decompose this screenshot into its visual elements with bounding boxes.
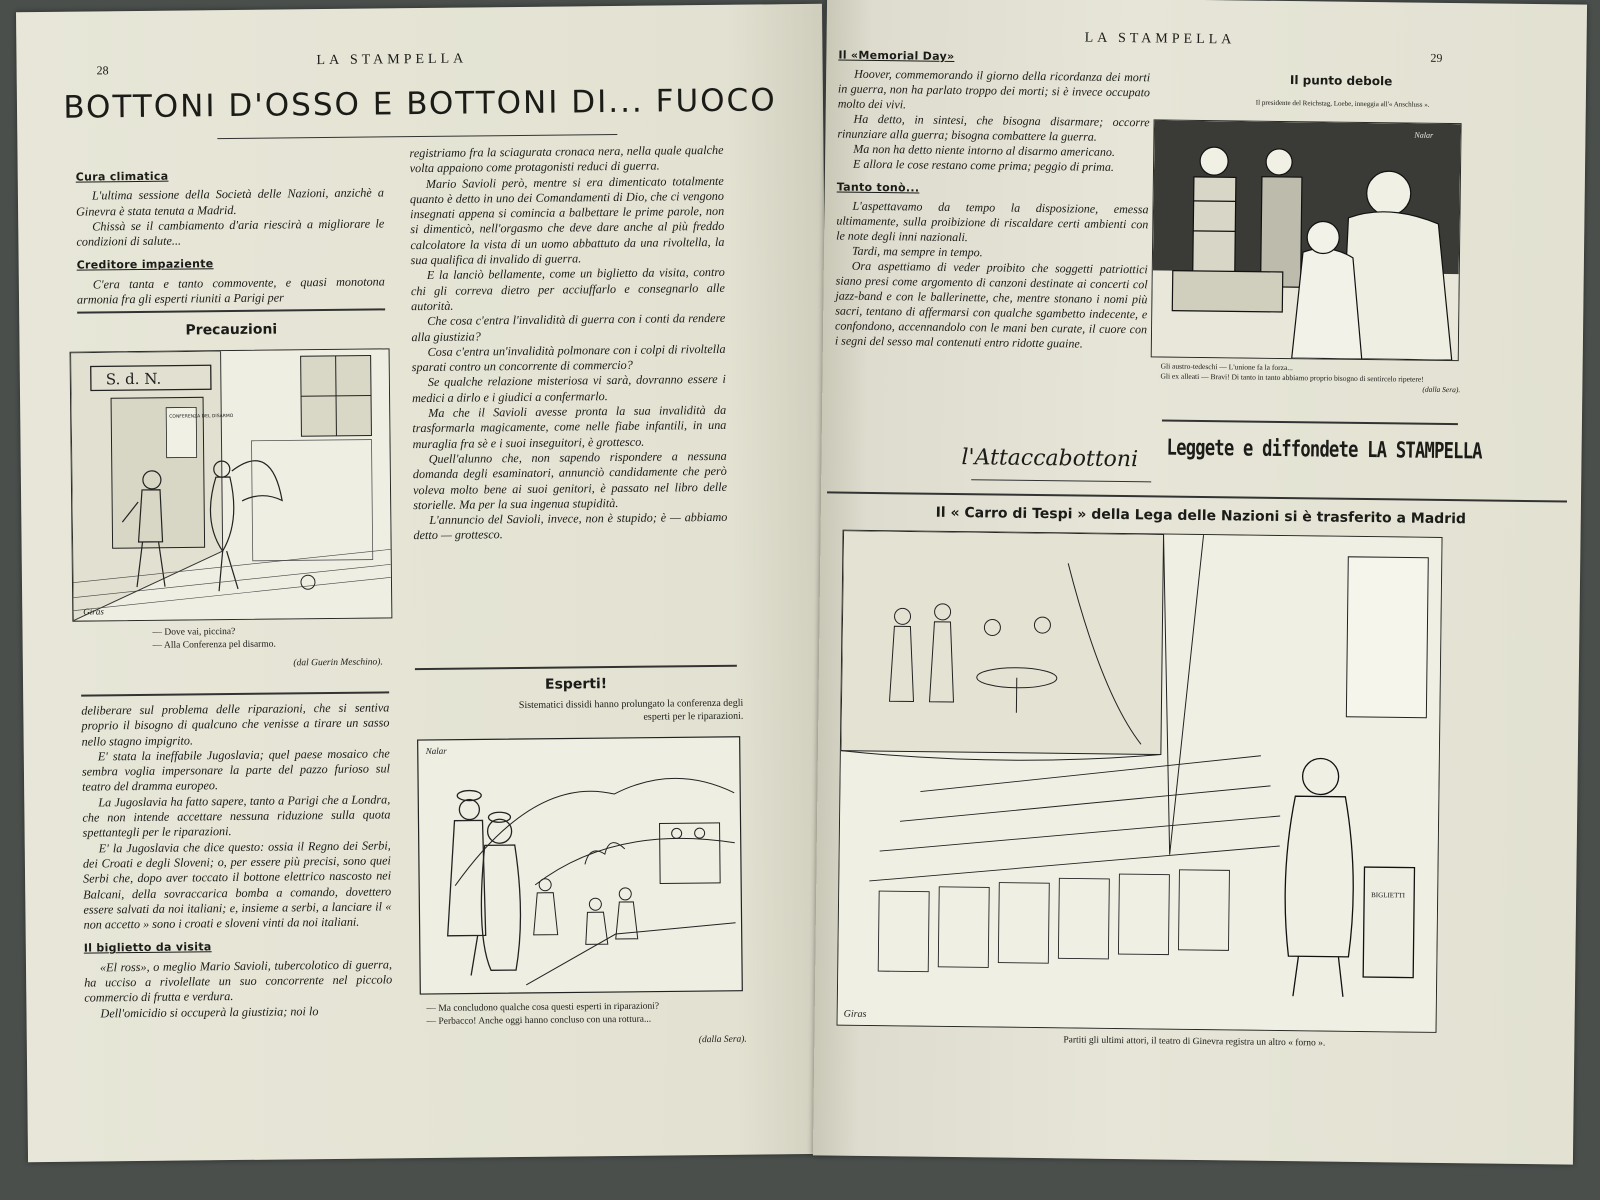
- paragraph: L'annuncio del Savioli, invece, non è stupido; è — abbiamo detto — grottesco.: [413, 509, 728, 543]
- cartoon-esperti: [414, 733, 747, 998]
- paragraph: E allora le cose restano come prima; peggio di prima.: [852, 156, 1114, 174]
- paragraph: registriamo fra la sciagurata cronaca nera, nella quale qualche volta appaiono come protagonisti reduci di guerra.: [409, 142, 724, 176]
- artist-signature: Nalar: [425, 745, 447, 757]
- cartoon-illustration: [414, 733, 747, 998]
- running-head: LA STAMPELLA: [316, 51, 468, 69]
- cartoon-intro: Sistematici dissidi hanno prolungato la conferenza degli esperti per le riparazioni.: [518, 697, 744, 723]
- paragraph: Se qualche relazione misteriosa vi sarà, dovranno essere i medici a dirlo e i giudici a confermarlo.: [411, 372, 726, 405]
- cartoon-box-text: BIGLIETTI: [1371, 891, 1406, 900]
- section-title: Tanto tonò...: [836, 180, 920, 195]
- cartoon-title: Precauzioni: [185, 321, 278, 339]
- cartoon-carro-di-tespi: [837, 530, 1443, 1033]
- section-rule: [827, 491, 1567, 502]
- cartoon-credit: (dalla Sera).: [698, 1034, 747, 1046]
- section-title: Il «Memorial Day»: [838, 48, 955, 63]
- cartoon-punto-debole: [1151, 119, 1462, 361]
- caption-line: — Ma concludono qualche cosa questi esperti in riparazioni?: [426, 1001, 660, 1015]
- author-signature: l'Attaccabottoni: [961, 445, 1139, 473]
- paragraph: Cosa c'entra un'invalidità polmonare con i colpi di rivoltella sparati contro un concorrente di commercio?: [411, 341, 726, 375]
- paragraph: Ma che il Savioli avesse pronta la sua invalidità da trasformarla magicamente, come nelle fiabe infantili, in una muraglia fra sè e i suoi inseguitori, è grottesco.: [412, 402, 727, 451]
- left-page: [16, 4, 834, 1162]
- cartoon-illustration: [71, 349, 392, 620]
- cartoon-caption: Partiti gli ultimi attori, il teatro di Ginevra registra un altro « forno ».: [1063, 1035, 1326, 1049]
- column-2: [409, 143, 727, 544]
- artist-signature: Giras: [843, 1008, 867, 1020]
- paragraph: Che cosa c'entra l'invalidità di guerra con i conti da rendere alla giustizia?: [411, 311, 726, 344]
- paragraph: deliberare sul problema delle riparazioni, che si sentiva proprio il bisogno di qualcuno che venisse a tirare un sasso nello stagno impigrito.: [81, 700, 390, 749]
- caption-line: — Alla Conferenza pel disarmo.: [152, 639, 276, 651]
- artist-signature: Nalar: [1414, 130, 1434, 140]
- paragraph: Ha detto, in sintesi, che bisogna disarmare; occorre rinunziare alla guerra; bisogna combattere la guerra.: [837, 111, 1150, 144]
- paragraph: Tardi, ma sempre in tempo.: [851, 243, 983, 260]
- cartoon-credit: (dal Guerin Meschino).: [293, 657, 383, 669]
- paragraph: «El ross», o meglio Mario Savioli, tubercolotico di guerra, ha ucciso a rivolellate un suo concorrente nel piccolo commercio di frutta e verdura.: [84, 957, 393, 1005]
- paragraph: L'ultima sessione della Società delle Nazioni, anzichè a Ginevra è stata tenuta a Madrid.: [76, 185, 384, 219]
- section-title: Il biglietto da visita: [83, 940, 212, 956]
- caption-line: Gli ex alleati — Bravi! Di tanto in tanto abbiamo proprio bisogno di sentircelo ripetere!: [1160, 371, 1424, 384]
- page-number: 28: [96, 63, 109, 78]
- paragraph: L'aspettavamo da tempo la disposizione, emessa ultimamente, sulla proibizione di riscaldare certi ambienti con le note degli inni nazionali.: [836, 198, 1149, 245]
- cartoon-title: Esperti!: [544, 676, 608, 693]
- promo-banner: Leggete e diffondete LA STAMPELLA: [1166, 435, 1482, 465]
- column-right-text: [835, 48, 1151, 353]
- artist-signature: Giras: [83, 606, 104, 617]
- cartoon-sign-text: S. d. N.: [105, 369, 162, 389]
- column-rule: [415, 665, 737, 670]
- section-title: Cura climatica: [75, 169, 169, 184]
- cartoon-caption: [152, 624, 382, 671]
- cartoon-door-text: CONFERENZA DEL DISARMO: [169, 413, 234, 420]
- right-page: [813, 0, 1587, 1165]
- paragraph: Chissà se il cambiamento d'aria riescirà a migliorare le condizioni di salute...: [76, 216, 385, 249]
- paragraph: Mario Savioli però, mentre si era dimenticato totalmente quanto è detto in uno dei Comandamenti di Dio, che ci vengono insegnati appena si comincia a balbettare le prime parole, non si dimenticò, nell'orgasmo che deve dare anche al più freddo calcolatore la vista di un uomo abbattuto da una rivoltella, la sua qualifica di invalido di guerra.: [409, 173, 725, 268]
- paragraph: E la lanciò bellamente, come un biglietto da visita, contro chi gli correva dietro per acciuffarlo e consegnarlo alle autorità.: [410, 265, 725, 314]
- cartoon-title: Il punto debole: [1289, 73, 1393, 89]
- paragraph: Dell'omicidio si occuperà la giustizia; noi lo: [100, 1003, 319, 1021]
- paragraph: La Jugoslavia ha fatto sapere, tanto a Parigi che a Londra, che non intende accettare nessuna riduzione sulla quota spettantegli per le riparazioni.: [82, 792, 391, 840]
- paragraph: Quell'alunno che, non sapendo rispondere a nessuna domanda degli esaminatori, annunciò candidamente che però voleva molto bene ai suoi genitori, è passato nel libro delle storielle. Ma per la sua ingenua stupidità.: [412, 448, 728, 512]
- signature-rule: [971, 479, 1151, 482]
- caption-line: Gli austro-tedeschi — L'unione fa la forza...: [1160, 361, 1294, 373]
- caption-line: — Dove vai, piccina?: [152, 626, 236, 638]
- paragraph: C'era tanta e tanto commovente, e quasi monotona armonia fra gli esperti riuniti a Parigi per: [76, 274, 385, 307]
- cartoon-caption: [1160, 362, 1460, 396]
- running-head: LA STAMPELLA: [1084, 30, 1236, 48]
- column-rule: [81, 691, 389, 696]
- cartoon-illustration: [1152, 120, 1461, 360]
- page-number: 29: [1430, 50, 1443, 65]
- title-ornament: [217, 134, 617, 139]
- cartoon-credit: (dalla Sera).: [1422, 384, 1461, 395]
- paragraph: E' la Jugoslavia che dice questo: ossia il Regno dei Serbi, dei Croati e degli Sloveni; o, per essere più precisi, sono quei Serbi che, dopo aver toccato il bottone elettrico nascosto nei Balcani, della sovraccarica bomba a comando, dovettero essere salvati da noi italiani; e, insieme a serbi, a lanciare il « non accetto » sono i croati e sloveni vinti da noi italiani.: [82, 838, 392, 932]
- cartoon-precauzioni: [70, 348, 393, 621]
- column-1: [76, 158, 386, 308]
- caption-line: — Perbacco! Anche oggi hanno concluso con una rottura...: [426, 1014, 652, 1028]
- cartoon-intro: Il presidente del Reichstag, Loebe, inneggia all'« Anschluss ».: [1255, 98, 1430, 109]
- column-rule: [77, 308, 385, 313]
- column-3: [81, 700, 392, 1021]
- column-rule: [1162, 420, 1458, 425]
- cartoon-caption: [426, 1000, 746, 1050]
- cartoon-title: Il « Carro di Tespi » della Lega delle Nazioni si è trasferito a Madrid: [935, 504, 1467, 528]
- article-title: BOTTONI D'OSSO E BOTTONI DI... FUOCO: [63, 82, 777, 126]
- cartoon-illustration: [838, 531, 1442, 1032]
- paragraph: Ora aspettiamo di veder proibito che soggetti patriottici siano presi come argomento di canzoni destinate ai concerti col jazz-band e con le ballerinette, che, mentre stonano i nomi più sacri, tentano di affermarsi con qualche sgambetto indecente, e confondono, accennandolo con le mani ben curate, il cuore con i segni del sesso mal contenuti entro ridotte guaine.: [834, 258, 1148, 351]
- paragraph: Hoover, commemorando il giorno della ricordanza dei morti in guerra, non ha parlato troppo dei morti; si è invece occupato molto dei vivi.: [837, 66, 1151, 112]
- section-title: Creditore impaziente: [76, 257, 214, 273]
- paragraph: E' stata la ineffabile Jugoslavia; quel paese mosaico che sembra voglia impersonare la parte del pazzo furioso sul teatro del dramma europeo.: [81, 746, 391, 795]
- paragraph: Ma non ha detto niente intorno al disarmo americano.: [853, 141, 1115, 159]
